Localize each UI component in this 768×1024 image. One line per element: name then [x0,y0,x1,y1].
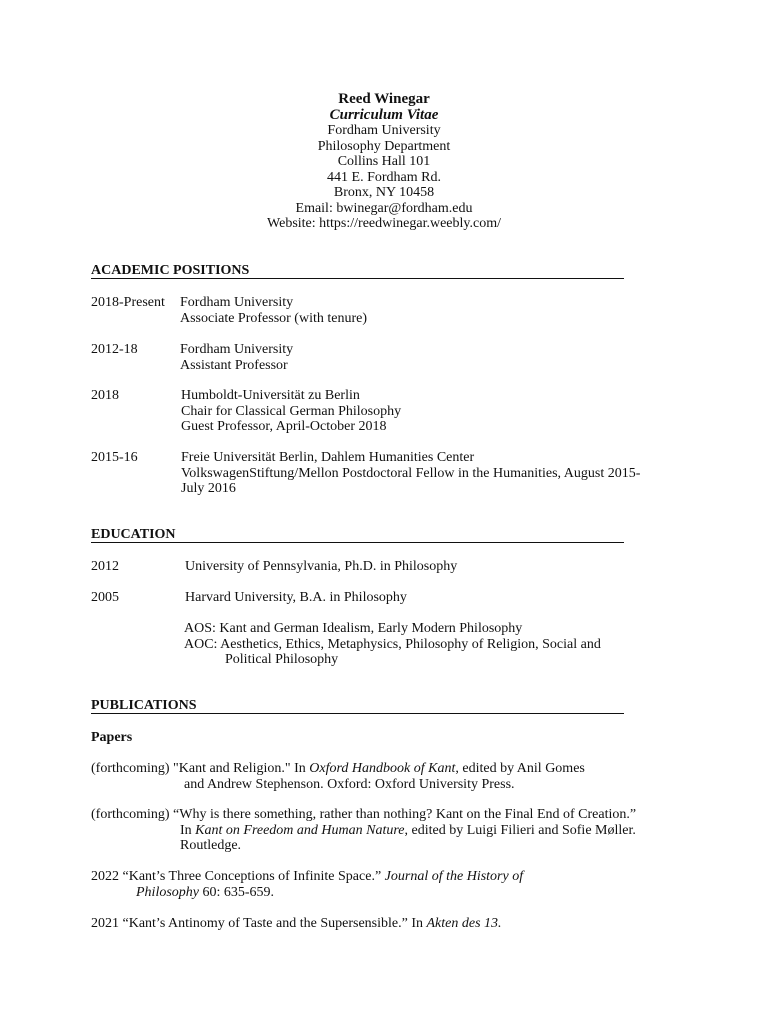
position-title: VolkswagenStiftung/Mellon Postdoctoral Fellow in the Humanities, August 2015- [181,465,641,481]
section-heading-publications: PUBLICATIONS [91,698,624,714]
publication-line [91,916,691,932]
position-date: 2015-16 [91,450,138,465]
position-details [181,450,640,497]
education-date: 2012 [91,559,119,574]
education-details: University of Pennsylvania, Ph.D. in Philosophy [185,559,458,574]
education-date: 2005 [91,590,119,605]
publication-line-continued: Routledge. [180,838,242,853]
section-heading-academic-positions: ACADEMIC POSITIONS [91,263,624,279]
email-line: Email: bwinegar@fordham.edu [295,200,473,216]
city-line: Bronx, NY 10458 [333,185,435,200]
publication-text: In [180,822,196,838]
publication-text: , edited by Luigi Filieri and Sofie Møller. [404,822,636,838]
subheading-papers: Papers [91,730,133,745]
publication-text: 2022 “Kant’s Three Conceptions of Infinite Space.” [91,869,385,884]
position-details [180,342,293,373]
publication-line [91,869,691,885]
position-date: 2018-Present [91,295,165,310]
publication-line: (forthcoming) “Why is there something, rather than nothing? Kant on the Final End of Creation.” [91,807,637,822]
publication-text: , edited by Anil Gomes [455,761,585,776]
publication-item [91,807,691,854]
office-line: Collins Hall 101 [337,154,431,169]
street-line: 441 E. Fordham Rd. [327,169,441,185]
publication-item [91,869,691,900]
position-institution: Fordham University [180,295,294,310]
position-details [180,295,367,326]
author-name: Reed Winegar [338,91,430,107]
cv-header [0,91,768,232]
publication-venue: Akten des 13. [426,916,502,931]
website-line: Website: https://reedwinegar.weebly.com/ [267,216,501,231]
publication-text: 60: 635-659. [199,884,275,900]
areas-of-competence-continued: Political Philosophy [225,652,339,667]
publication-line-continued [91,823,691,839]
publication-item [91,761,691,792]
publication-venue: Journal of the History of [384,869,524,884]
section-heading-education: EDUCATION [91,527,624,543]
publication-item [91,916,691,932]
education-details: Harvard University, B.A. in Philosophy [185,590,407,605]
publication-venue: Oxford Handbook of Kant [309,761,456,776]
position-title-continued: July 2016 [181,481,236,496]
position-details [181,388,401,435]
position-title: Assistant Professor [180,357,288,373]
publication-line-continued [91,885,691,901]
position-institution: Freie Universität Berlin, Dahlem Humanities Center [181,450,475,465]
specializations-block [184,621,601,668]
position-title: Associate Professor (with tenure) [180,310,368,326]
position-title: Guest Professor, April-October 2018 [181,419,387,434]
position-date: 2012-18 [91,342,138,357]
publication-text: 2021 “Kant’s Antinomy of Taste and the Supersensible.” In [91,916,427,931]
publication-venue: Philosophy [136,884,199,900]
affiliation-line: Fordham University [327,123,441,138]
position-institution: Fordham University [180,342,294,357]
publication-venue: Kant on Freedom and Human Nature [195,822,405,838]
areas-of-specialization: AOS: Kant and German Idealism, Early Modern Philosophy [184,621,523,636]
publication-line-continued: and Andrew Stephenson. Oxford: Oxford University Press. [184,776,515,792]
position-date: 2018 [91,388,119,403]
publication-text: (forthcoming) "Kant and Religion." In [91,761,310,776]
areas-of-competence: AOC: Aesthetics, Ethics, Metaphysics, Philosophy of Religion, Social and [184,636,601,652]
position-institution: Humboldt-Universität zu Berlin [181,388,360,403]
position-chair: Chair for Classical German Philosophy [181,403,402,419]
document-subtitle: Curriculum Vitae [329,107,439,123]
publication-line [91,761,691,777]
department-line: Philosophy Department [317,138,451,154]
